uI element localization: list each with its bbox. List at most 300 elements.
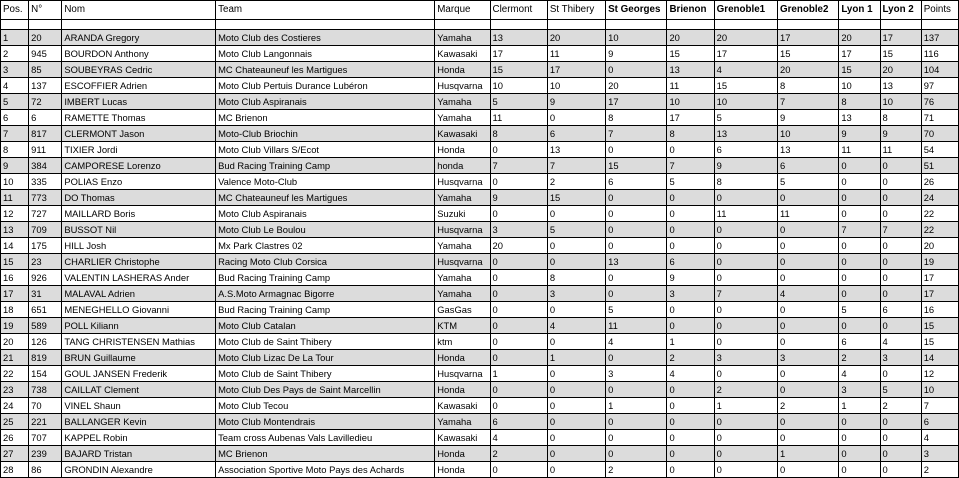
points-cell: 12 <box>921 366 958 382</box>
lyon1-cell: 10 <box>839 78 880 94</box>
rider-name-cell: IMBERT Lucas <box>62 94 216 110</box>
st-georges-cell: 0 <box>606 190 667 206</box>
brienon-cell: 0 <box>667 302 714 318</box>
team-cell: Moto Club Villars S/Ecot <box>216 142 435 158</box>
grenoble1-cell: 13 <box>714 126 777 142</box>
table-row <box>1 254 959 270</box>
table-row <box>1 62 959 78</box>
rider-name-cell: MAILLARD Boris <box>62 206 216 222</box>
points-cell: 22 <box>921 206 958 222</box>
brand-cell: Yamaha <box>435 190 490 206</box>
st-thibery-cell: 4 <box>547 318 605 334</box>
brand-cell: Honda <box>435 350 490 366</box>
lyon1-cell: 15 <box>839 62 880 78</box>
lyon2-cell: 0 <box>880 462 921 478</box>
st-thibery-cell: 13 <box>547 142 605 158</box>
rider-name-cell: GOUL JANSEN Frederik <box>62 366 216 382</box>
number-cell: 72 <box>29 94 62 110</box>
brienon-cell: 0 <box>667 398 714 414</box>
header-points: Points <box>921 1 958 20</box>
lyon1-cell: 0 <box>839 318 880 334</box>
number-cell: 6 <box>29 110 62 126</box>
points-cell: 24 <box>921 190 958 206</box>
brienon-cell: 11 <box>667 78 714 94</box>
brienon-cell: 0 <box>667 318 714 334</box>
spacer-cell <box>435 20 490 30</box>
points-cell: 26 <box>921 174 958 190</box>
grenoble1-cell: 9 <box>714 158 777 174</box>
pos-cell: 24 <box>1 398 29 414</box>
grenoble2-cell: 1 <box>778 446 839 462</box>
lyon2-cell: 0 <box>880 414 921 430</box>
grenoble1-cell: 0 <box>714 446 777 462</box>
table-row <box>1 430 959 446</box>
st-thibery-cell: 3 <box>547 286 605 302</box>
number-cell: 945 <box>29 46 62 62</box>
spacer-cell <box>921 20 958 30</box>
st-thibery-cell: 0 <box>547 254 605 270</box>
team-cell: Moto Club de Saint Thibery <box>216 334 435 350</box>
number-cell: 31 <box>29 286 62 302</box>
st-georges-cell: 8 <box>606 110 667 126</box>
brand-cell: Yamaha <box>435 286 490 302</box>
pos-cell: 14 <box>1 238 29 254</box>
number-cell: 773 <box>29 190 62 206</box>
team-cell: MC Chateauneuf les Martigues <box>216 190 435 206</box>
rider-name-cell: CLERMONT Jason <box>62 126 216 142</box>
st-georges-cell: 5 <box>606 302 667 318</box>
table-header-row <box>1 1 959 20</box>
table-row <box>1 398 959 414</box>
brienon-cell: 7 <box>667 158 714 174</box>
team-cell: MC Brienon <box>216 110 435 126</box>
team-cell: Moto-Club Briochin <box>216 126 435 142</box>
clermont-cell: 6 <box>490 414 547 430</box>
st-georges-cell: 9 <box>606 46 667 62</box>
rider-name-cell: BUSSOT Nil <box>62 222 216 238</box>
clermont-cell: 10 <box>490 78 547 94</box>
pos-cell: 21 <box>1 350 29 366</box>
spacer-cell <box>29 20 62 30</box>
grenoble1-cell: 0 <box>714 366 777 382</box>
rider-name-cell: BALLANGER Kevin <box>62 414 216 430</box>
points-cell: 19 <box>921 254 958 270</box>
pos-cell: 11 <box>1 190 29 206</box>
clermont-cell: 0 <box>490 286 547 302</box>
st-georges-cell: 0 <box>606 382 667 398</box>
lyon2-cell: 5 <box>880 382 921 398</box>
points-cell: 70 <box>921 126 958 142</box>
clermont-cell: 0 <box>490 206 547 222</box>
table-row <box>1 462 959 478</box>
grenoble1-cell: 0 <box>714 430 777 446</box>
table-row <box>1 334 959 350</box>
pos-cell: 28 <box>1 462 29 478</box>
table-row <box>1 174 959 190</box>
grenoble2-cell: 5 <box>778 174 839 190</box>
lyon2-cell: 2 <box>880 398 921 414</box>
st-georges-cell: 0 <box>606 430 667 446</box>
rider-name-cell: CAMPORESE Lorenzo <box>62 158 216 174</box>
clermont-cell: 0 <box>490 398 547 414</box>
clermont-cell: 0 <box>490 270 547 286</box>
grenoble2-cell: 4 <box>778 286 839 302</box>
header-st-thibery: St Thibery <box>547 1 605 20</box>
grenoble2-cell: 0 <box>778 430 839 446</box>
lyon1-cell: 4 <box>839 366 880 382</box>
brand-cell: Husqvarna <box>435 222 490 238</box>
brienon-cell: 0 <box>667 446 714 462</box>
lyon1-cell: 0 <box>839 254 880 270</box>
pos-cell: 7 <box>1 126 29 142</box>
points-cell: 10 <box>921 382 958 398</box>
number-cell: 707 <box>29 430 62 446</box>
points-cell: 2 <box>921 462 958 478</box>
lyon2-cell: 6 <box>880 302 921 318</box>
brand-cell: Yamaha <box>435 30 490 46</box>
brienon-cell: 0 <box>667 206 714 222</box>
header-brienon: Brienon <box>667 1 714 20</box>
table-row <box>1 206 959 222</box>
brand-cell: Husqvarna <box>435 254 490 270</box>
brienon-cell: 0 <box>667 430 714 446</box>
lyon2-cell: 0 <box>880 190 921 206</box>
st-georges-cell: 17 <box>606 94 667 110</box>
brienon-cell: 6 <box>667 254 714 270</box>
points-cell: 104 <box>921 62 958 78</box>
table-row <box>1 238 959 254</box>
brand-cell: Yamaha <box>435 110 490 126</box>
header-lyon1: Lyon 1 <box>839 1 880 20</box>
brand-cell: Husqvarna <box>435 78 490 94</box>
header-clermont: Clermont <box>490 1 547 20</box>
team-cell: Racing Moto Club Corsica <box>216 254 435 270</box>
points-cell: 15 <box>921 318 958 334</box>
brienon-cell: 0 <box>667 190 714 206</box>
team-cell: Moto Club Montendrais <box>216 414 435 430</box>
grenoble2-cell: 0 <box>778 270 839 286</box>
points-cell: 54 <box>921 142 958 158</box>
st-georges-cell: 4 <box>606 334 667 350</box>
team-cell: MC Chateauneuf les Martigues <box>216 62 435 78</box>
grenoble2-cell: 0 <box>778 302 839 318</box>
table-row <box>1 222 959 238</box>
grenoble2-cell: 15 <box>778 46 839 62</box>
brand-cell: Yamaha <box>435 414 490 430</box>
clermont-cell: 0 <box>490 174 547 190</box>
st-georges-cell: 11 <box>606 318 667 334</box>
brienon-cell: 0 <box>667 414 714 430</box>
grenoble1-cell: 0 <box>714 318 777 334</box>
pos-cell: 22 <box>1 366 29 382</box>
lyon2-cell: 10 <box>880 94 921 110</box>
grenoble1-cell: 10 <box>714 94 777 110</box>
brienon-cell: 0 <box>667 222 714 238</box>
table-row <box>1 158 959 174</box>
st-georges-cell: 0 <box>606 206 667 222</box>
rider-name-cell: GRONDIN Alexandre <box>62 462 216 478</box>
pos-cell: 3 <box>1 62 29 78</box>
lyon2-cell: 13 <box>880 78 921 94</box>
grenoble1-cell: 0 <box>714 414 777 430</box>
lyon2-cell: 17 <box>880 30 921 46</box>
brand-cell: Yamaha <box>435 238 490 254</box>
rider-name-cell: VINEL Shaun <box>62 398 216 414</box>
number-cell: 911 <box>29 142 62 158</box>
lyon2-cell: 11 <box>880 142 921 158</box>
header-pos: Pos. <box>1 1 29 20</box>
clermont-cell: 0 <box>490 318 547 334</box>
st-georges-cell: 20 <box>606 78 667 94</box>
table-body <box>1 20 959 478</box>
rider-name-cell: BRUN Guillaume <box>62 350 216 366</box>
lyon1-cell: 0 <box>839 462 880 478</box>
points-cell: 14 <box>921 350 958 366</box>
grenoble1-cell: 3 <box>714 350 777 366</box>
rider-name-cell: ARANDA Gregory <box>62 30 216 46</box>
rider-name-cell: HILL Josh <box>62 238 216 254</box>
team-cell: Moto Club de Saint Thibery <box>216 366 435 382</box>
lyon1-cell: 9 <box>839 126 880 142</box>
lyon2-cell: 7 <box>880 222 921 238</box>
pos-cell: 10 <box>1 174 29 190</box>
grenoble1-cell: 5 <box>714 110 777 126</box>
number-cell: 819 <box>29 350 62 366</box>
points-cell: 71 <box>921 110 958 126</box>
pos-cell: 2 <box>1 46 29 62</box>
table-row <box>1 110 959 126</box>
clermont-cell: 0 <box>490 334 547 350</box>
st-georges-cell: 1 <box>606 398 667 414</box>
points-cell: 3 <box>921 446 958 462</box>
rider-name-cell: DO Thomas <box>62 190 216 206</box>
st-thibery-cell: 6 <box>547 126 605 142</box>
brienon-cell: 4 <box>667 366 714 382</box>
clermont-cell: 9 <box>490 190 547 206</box>
st-thibery-cell: 20 <box>547 30 605 46</box>
brienon-cell: 9 <box>667 270 714 286</box>
team-cell: Moto Club Aspiranais <box>216 94 435 110</box>
spacer-cell <box>880 20 921 30</box>
lyon2-cell: 3 <box>880 350 921 366</box>
points-cell: 7 <box>921 398 958 414</box>
grenoble2-cell: 8 <box>778 78 839 94</box>
lyon1-cell: 1 <box>839 398 880 414</box>
lyon2-cell: 4 <box>880 334 921 350</box>
st-georges-cell: 0 <box>606 446 667 462</box>
pos-cell: 4 <box>1 78 29 94</box>
grenoble1-cell: 15 <box>714 78 777 94</box>
rider-name-cell: BOURDON Anthony <box>62 46 216 62</box>
lyon1-cell: 3 <box>839 382 880 398</box>
pos-cell: 20 <box>1 334 29 350</box>
points-cell: 76 <box>921 94 958 110</box>
spacer-cell <box>216 20 435 30</box>
brand-cell: Honda <box>435 62 490 78</box>
lyon2-cell: 0 <box>880 238 921 254</box>
points-cell: 15 <box>921 334 958 350</box>
brand-cell: Yamaha <box>435 270 490 286</box>
grenoble1-cell: 0 <box>714 222 777 238</box>
st-thibery-cell: 0 <box>547 302 605 318</box>
clermont-cell: 0 <box>490 254 547 270</box>
points-cell: 20 <box>921 238 958 254</box>
spacer-cell <box>490 20 547 30</box>
lyon1-cell: 11 <box>839 142 880 158</box>
pos-cell: 1 <box>1 30 29 46</box>
brienon-cell: 0 <box>667 462 714 478</box>
clermont-cell: 0 <box>490 382 547 398</box>
points-cell: 17 <box>921 286 958 302</box>
rider-name-cell: POLL Kiliann <box>62 318 216 334</box>
number-cell: 589 <box>29 318 62 334</box>
pos-cell: 16 <box>1 270 29 286</box>
st-georges-cell: 0 <box>606 350 667 366</box>
number-cell: 727 <box>29 206 62 222</box>
points-cell: 51 <box>921 158 958 174</box>
brand-cell: GasGas <box>435 302 490 318</box>
brienon-cell: 0 <box>667 238 714 254</box>
team-cell: Bud Racing Training Camp <box>216 270 435 286</box>
lyon2-cell: 0 <box>880 158 921 174</box>
lyon1-cell: 0 <box>839 270 880 286</box>
brienon-cell: 0 <box>667 142 714 158</box>
clermont-cell: 20 <box>490 238 547 254</box>
grenoble2-cell: 20 <box>778 62 839 78</box>
table-row <box>1 446 959 462</box>
lyon2-cell: 8 <box>880 110 921 126</box>
brand-cell: Yamaha <box>435 94 490 110</box>
team-cell: Team cross Aubenas Vals Lavilledieu <box>216 430 435 446</box>
grenoble2-cell: 6 <box>778 158 839 174</box>
grenoble2-cell: 0 <box>778 222 839 238</box>
grenoble1-cell: 0 <box>714 462 777 478</box>
brand-cell: Kawasaki <box>435 126 490 142</box>
grenoble2-cell: 3 <box>778 350 839 366</box>
brienon-cell: 13 <box>667 62 714 78</box>
clermont-cell: 5 <box>490 94 547 110</box>
grenoble1-cell: 17 <box>714 46 777 62</box>
team-cell: Association Sportive Moto Pays des Achards <box>216 462 435 478</box>
spacer-cell <box>1 20 29 30</box>
st-georges-cell: 0 <box>606 414 667 430</box>
lyon1-cell: 2 <box>839 350 880 366</box>
table-row <box>1 78 959 94</box>
clermont-cell: 0 <box>490 462 547 478</box>
grenoble2-cell: 0 <box>778 334 839 350</box>
pos-cell: 27 <box>1 446 29 462</box>
st-georges-cell: 0 <box>606 286 667 302</box>
rider-name-cell: TANG CHRISTENSEN Mathias <box>62 334 216 350</box>
team-cell: Moto Club Des Pays de Saint Marcellin <box>216 382 435 398</box>
clermont-cell: 0 <box>490 350 547 366</box>
pos-cell: 6 <box>1 110 29 126</box>
st-thibery-cell: 0 <box>547 206 605 222</box>
spacer-cell <box>606 20 667 30</box>
rider-name-cell: MENEGHELLO Giovanni <box>62 302 216 318</box>
st-georges-cell: 2 <box>606 462 667 478</box>
brand-cell: Kawasaki <box>435 398 490 414</box>
st-thibery-cell: 5 <box>547 222 605 238</box>
lyon1-cell: 8 <box>839 94 880 110</box>
table-row <box>1 142 959 158</box>
number-cell: 384 <box>29 158 62 174</box>
table-row <box>1 366 959 382</box>
lyon2-cell: 0 <box>880 270 921 286</box>
grenoble1-cell: 4 <box>714 62 777 78</box>
lyon2-cell: 15 <box>880 46 921 62</box>
lyon2-cell: 0 <box>880 446 921 462</box>
brienon-cell: 0 <box>667 382 714 398</box>
number-cell: 126 <box>29 334 62 350</box>
st-georges-cell: 13 <box>606 254 667 270</box>
pos-cell: 9 <box>1 158 29 174</box>
lyon1-cell: 0 <box>839 158 880 174</box>
grenoble1-cell: 1 <box>714 398 777 414</box>
st-georges-cell: 0 <box>606 238 667 254</box>
rider-name-cell: SOUBEYRAS Cedric <box>62 62 216 78</box>
points-cell: 22 <box>921 222 958 238</box>
clermont-cell: 0 <box>490 142 547 158</box>
lyon2-cell: 0 <box>880 366 921 382</box>
team-cell: Moto Club Tecou <box>216 398 435 414</box>
lyon2-cell: 0 <box>880 286 921 302</box>
clermont-cell: 11 <box>490 110 547 126</box>
rider-name-cell: BAJARD Tristan <box>62 446 216 462</box>
number-cell: 738 <box>29 382 62 398</box>
brienon-cell: 3 <box>667 286 714 302</box>
lyon2-cell: 0 <box>880 254 921 270</box>
brienon-cell: 2 <box>667 350 714 366</box>
spacer-row <box>1 20 959 30</box>
st-georges-cell: 15 <box>606 158 667 174</box>
clermont-cell: 2 <box>490 446 547 462</box>
pos-cell: 25 <box>1 414 29 430</box>
clermont-cell: 15 <box>490 62 547 78</box>
header-team: Team <box>216 1 435 20</box>
number-cell: 239 <box>29 446 62 462</box>
team-cell: Bud Racing Training Camp <box>216 302 435 318</box>
grenoble2-cell: 10 <box>778 126 839 142</box>
brand-cell: Honda <box>435 142 490 158</box>
table-row <box>1 350 959 366</box>
number-cell: 335 <box>29 174 62 190</box>
st-thibery-cell: 11 <box>547 46 605 62</box>
grenoble1-cell: 0 <box>714 238 777 254</box>
team-cell: Moto Club des Costieres <box>216 30 435 46</box>
team-cell: Moto Club Le Boulou <box>216 222 435 238</box>
number-cell: 709 <box>29 222 62 238</box>
st-georges-cell: 7 <box>606 126 667 142</box>
number-cell: 70 <box>29 398 62 414</box>
team-cell: Moto Club Langonnais <box>216 46 435 62</box>
team-cell: Moto Club Pertuis Durance Lubéron <box>216 78 435 94</box>
lyon1-cell: 17 <box>839 46 880 62</box>
table-row <box>1 270 959 286</box>
pos-cell: 18 <box>1 302 29 318</box>
st-thibery-cell: 0 <box>547 110 605 126</box>
lyon1-cell: 0 <box>839 238 880 254</box>
brienon-cell: 8 <box>667 126 714 142</box>
st-thibery-cell: 0 <box>547 430 605 446</box>
spacer-cell <box>62 20 216 30</box>
grenoble2-cell: 0 <box>778 190 839 206</box>
pos-cell: 19 <box>1 318 29 334</box>
points-cell: 6 <box>921 414 958 430</box>
grenoble1-cell: 7 <box>714 286 777 302</box>
clermont-cell: 4 <box>490 430 547 446</box>
grenoble2-cell: 0 <box>778 318 839 334</box>
